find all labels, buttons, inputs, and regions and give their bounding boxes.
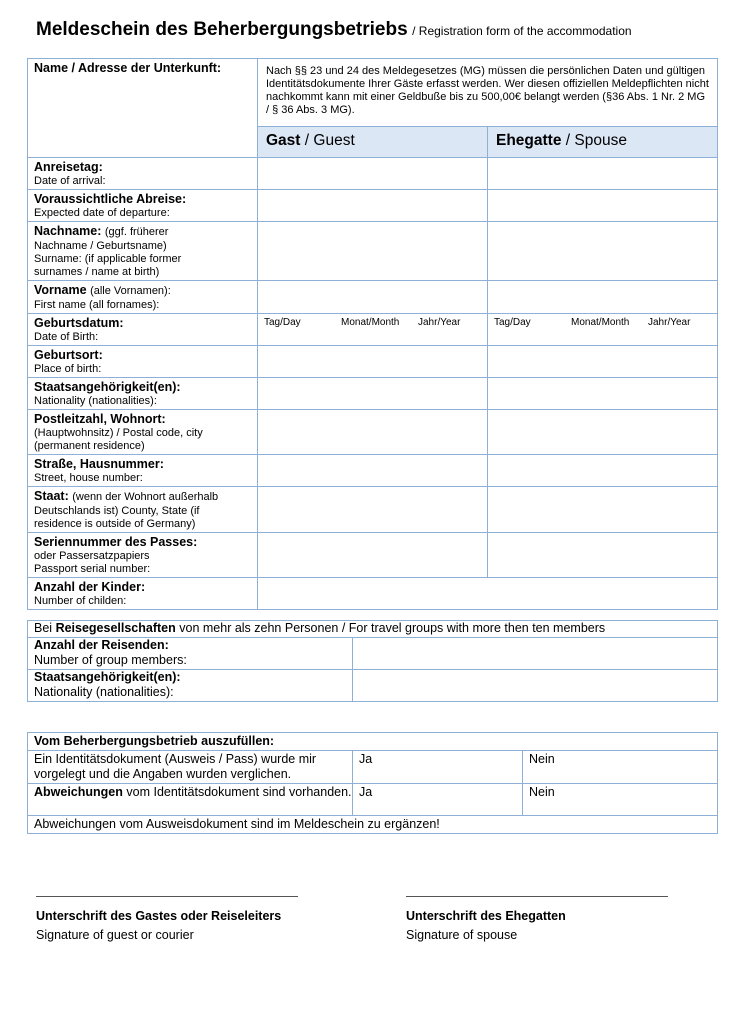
spouse-surname-field[interactable] <box>488 222 718 281</box>
row-label: Vorname <box>34 283 87 297</box>
dob-day-label: Tag/Day <box>494 317 531 328</box>
row-hint: Nachname / Geburtsname) Surname: (if applicable former surnames / name at birth) <box>34 240 182 278</box>
row-hint: Number of group members: <box>34 653 187 667</box>
row-label: Geburtsdatum: <box>34 316 124 330</box>
row-label: Staatsangehörigkeit(en): <box>34 670 181 684</box>
guest-header-de: Gast <box>266 132 301 149</box>
id-checked-yes[interactable] <box>353 751 523 784</box>
no-label: Nein <box>529 752 555 766</box>
row-passport <box>28 533 718 578</box>
row-arrival <box>28 158 718 190</box>
spouse-country-field[interactable] <box>488 487 718 533</box>
spouse-postal-field[interactable] <box>488 410 718 455</box>
row-label: Nachname: <box>34 224 102 238</box>
office-header <box>28 733 718 751</box>
row-label: Anzahl der Reisenden: <box>34 638 169 652</box>
spouse-departure-field[interactable] <box>488 190 718 222</box>
guest-postal-field[interactable] <box>258 410 488 455</box>
row-postal <box>28 410 718 455</box>
id-checked-no[interactable] <box>523 751 718 784</box>
row-id-checked <box>28 751 718 784</box>
row-birthplace <box>28 346 718 378</box>
spouse-passport-field[interactable] <box>488 533 718 578</box>
row-hint: Street, house number: <box>34 472 143 484</box>
row-label: Staat: <box>34 489 69 503</box>
group-nationality-field[interactable] <box>353 670 718 702</box>
guest-column-header <box>258 127 488 158</box>
guest-surname-field[interactable] <box>258 222 488 281</box>
address-label-cell <box>28 59 258 158</box>
row-group-members <box>28 638 718 670</box>
legal-notice: Nach §§ 23 und 24 des Meldegesetzes (MG) müssen die persönlichen Daten und gültigen Identitätsdokumente Ihrer Gäste erfasst werden. Wer diesen offiziellen Meldepflichten nicht nachkommt kann mit einer Geldbuße bis zu 500,00€ belangt werden (§36 Abs. 1 Nr. 2 MG / § 36 Abs. 3 MG). <box>258 59 718 127</box>
row-label: Straße, Hausnummer: <box>34 457 164 471</box>
guest-nationality-field[interactable] <box>258 378 488 410</box>
spouse-firstname-field[interactable] <box>488 281 718 314</box>
guest-dob-field[interactable] <box>258 314 488 346</box>
guest-street-field[interactable] <box>258 455 488 487</box>
spouse-column-header <box>488 127 718 158</box>
row-nationality <box>28 378 718 410</box>
yes-label: Ja <box>359 785 373 799</box>
row-group-nationality <box>28 670 718 702</box>
row-label: Anzahl der Kinder: <box>34 580 146 594</box>
spouse-nationality-field[interactable] <box>488 378 718 410</box>
spouse-signature-line <box>406 896 668 897</box>
row-label: Anreisetag: <box>34 160 103 174</box>
spouse-signature-hint: Signature of spouse <box>406 928 518 942</box>
spouse-birthplace-field[interactable] <box>488 346 718 378</box>
spouse-arrival-field[interactable] <box>488 158 718 190</box>
dob-month-label: Monat/Month <box>341 317 400 328</box>
row-firstname <box>28 281 718 314</box>
guest-birthplace-field[interactable] <box>258 346 488 378</box>
spouse-signature[interactable] <box>406 896 668 945</box>
row-deviations <box>28 784 718 816</box>
row-label: Seriennummer des Passes: <box>34 535 198 549</box>
row-hint: Deutschlands ist) County, State (if residence is outside of Germany) <box>34 505 200 530</box>
yes-label: Ja <box>359 752 373 766</box>
row-hint: oder Passersatzpapiers Passport serial number: <box>34 550 151 575</box>
guest-header-en: / Guest <box>304 132 355 149</box>
dob-year-label: Jahr/Year <box>418 317 461 328</box>
guest-arrival-field[interactable] <box>258 158 488 190</box>
row-hint: Nationality (nationalities): <box>34 685 174 699</box>
row-label-extra: (wenn der Wohnort außerhalb <box>72 491 219 503</box>
row-departure <box>28 190 718 222</box>
title-main: Meldeschein des Beherbergungsbetriebs <box>36 19 408 40</box>
row-hint: First name (all fornames): <box>34 299 160 311</box>
office-footer-note: Abweichungen vom Ausweisdokument sind im Meldeschein zu ergänzen! <box>28 816 718 834</box>
row-hint: Number of childen: <box>34 595 127 607</box>
row-label: Geburtsort: <box>34 348 103 362</box>
dob-day-label: Tag/Day <box>264 317 301 328</box>
row-children <box>28 578 718 610</box>
row-label: Postleitzahl, Wohnort: <box>34 412 166 426</box>
dob-year-label: Jahr/Year <box>648 317 691 328</box>
row-label-extra: (ggf. früherer <box>104 226 169 238</box>
row-label: Staatsangehörigkeit(en): <box>34 380 181 394</box>
row-country <box>28 487 718 533</box>
office-header-text: Vom Beherbergungsbetrieb auszufüllen: <box>34 734 275 748</box>
row-hint: Date of arrival: <box>34 175 106 187</box>
travel-group-intro <box>28 621 718 638</box>
guest-signature[interactable] <box>36 896 298 945</box>
guest-firstname-field[interactable] <box>258 281 488 314</box>
row-dob <box>28 314 718 346</box>
row-surname <box>28 222 718 281</box>
deviations-yes[interactable] <box>353 784 523 816</box>
row-hint: (Hauptwohnsitz) / Postal code, city (permanent residence) <box>34 427 203 452</box>
row-hint: Place of birth: <box>34 363 102 375</box>
children-field[interactable] <box>258 578 718 610</box>
deviations-no[interactable] <box>523 784 718 816</box>
address-label: Name / Adresse der Unterkunft: <box>34 61 222 75</box>
guest-signature-hint: Signature of guest or courier <box>36 928 194 942</box>
deviations-bold: Abweichungen <box>34 785 123 799</box>
row-hint: Expected date of departure: <box>34 207 170 219</box>
group-members-field[interactable] <box>353 638 718 670</box>
row-hint: Nationality (nationalities): <box>34 395 157 407</box>
spouse-dob-field[interactable] <box>488 314 718 346</box>
deviations-text <box>28 784 353 816</box>
guest-country-field[interactable] <box>258 487 488 533</box>
id-checked-text: Ein Identitätsdokument (Ausweis / Pass) wurde mir vorgelegt und die Angaben wurden verglichen. <box>28 751 353 784</box>
intro-rest: von mehr als zehn Personen / For travel groups with more then ten members <box>179 621 606 635</box>
guest-signature-line <box>36 896 298 897</box>
guest-passport-field[interactable] <box>258 533 488 578</box>
spouse-header-de: Ehegatte <box>496 132 562 149</box>
row-label: Voraussichtliche Abreise: <box>34 192 187 206</box>
row-label-extra: (alle Vornamen): <box>90 285 171 297</box>
title-sub: / Registration form of the accommodation <box>412 24 632 38</box>
row-hint: Date of Birth: <box>34 331 99 343</box>
row-street <box>28 455 718 487</box>
page-title <box>36 19 632 41</box>
office-use-table <box>27 732 718 834</box>
spouse-signature-label: Unterschrift des Ehegatten <box>406 909 566 923</box>
guest-departure-field[interactable] <box>258 190 488 222</box>
guest-registration-table <box>27 58 718 610</box>
spouse-header-en: / Spouse <box>565 132 627 149</box>
no-label: Nein <box>529 785 555 799</box>
deviations-rest: vom Identitätsdokument sind vorhanden. <box>126 785 352 799</box>
spouse-street-field[interactable] <box>488 455 718 487</box>
intro-bold: Reisegesellschaften <box>55 621 176 635</box>
intro-prefix: Bei <box>34 621 53 635</box>
guest-signature-label: Unterschrift des Gastes oder Reiseleiters <box>36 909 282 923</box>
travel-group-table <box>27 620 718 702</box>
dob-month-label: Monat/Month <box>571 317 630 328</box>
